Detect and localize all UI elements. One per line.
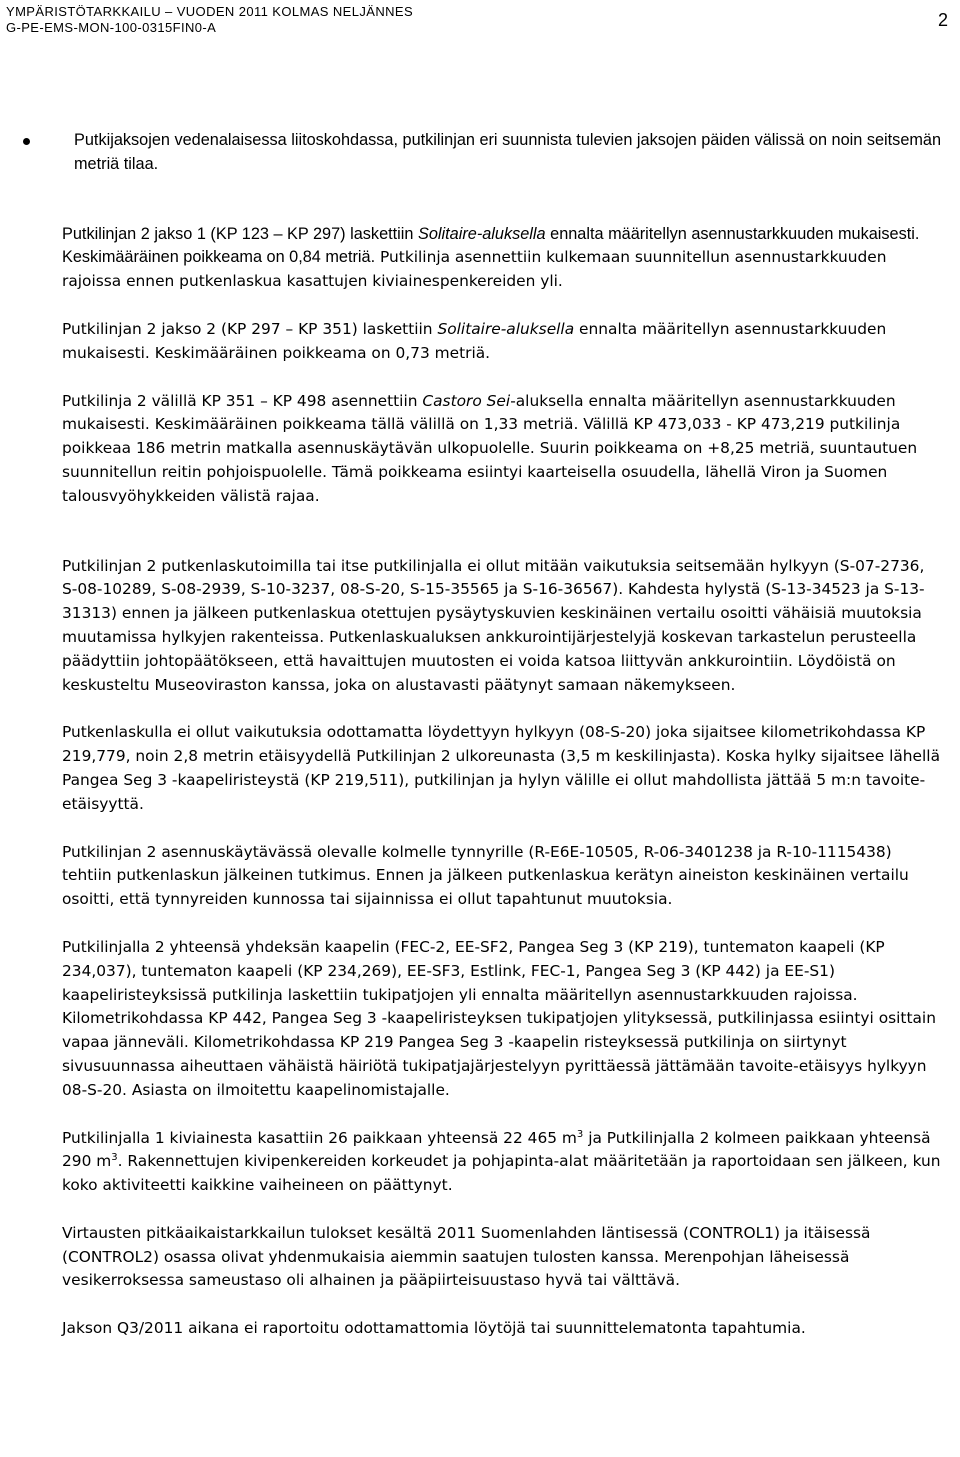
paragraph-unexpected-findings: Jakson Q3/2011 aikana ei raportoitu odottamattomia löytöjä tai suunnittelematonta tapahtumia. [62,1319,806,1338]
document-body [62,129,944,1365]
p2-text-a: Putkilinjan 2 jakso 2 (KP 297 – KP 351) laskettiin [62,319,438,338]
p8-text-a: Putkilinjalla 1 kiviainesta kasattiin 26 paikkaan yhteensä 22 465 m [62,1128,577,1147]
paragraph-cable-crossings: Putkilinjalla 2 yhteensä yhdeksän kaapelin (FEC-2, EE-SF2, Pangea Seg 3 (KP 219), tuntematon kaapeli (KP 234,037), tuntematon kaapeli (KP 234,269), EE-SF3, Estlink, FEC-1, Pangea Seg 3 (KP 442) ja EE-S1) kaapeliristeyksissä putkilinja laskettiin tukipatjojen yli ennalta määritellyn asennustarkkuuden rajoissa. Kilometrikohdassa KP 442, Pangea Seg 3 -kaapeliristeyksen tukipatjojen ylityksessä, putkilinjassa esiintyi osittain vapaa jänneväli. Kilometrikohdassa KP 219 Pangea Seg 3 -kaapelin risteyksessä putkilinja on siirtynyt sivusuunnassa aiheuttaen vähäistä häiriötä tukipatjajärjestelyyn pyrittäessä jättämään tavoite-etäisyys hylkyyn 08-S-20. Asiasta on ilmoitettu kaapelinomistajalle. [62,937,936,1099]
p1-text-a: Putkilinjan 2 jakso 1 (KP 123 – KP 297) laskettiin [62,224,418,243]
page-number: 2 [937,10,948,30]
p1-text-c: Putkilinja asennettiin kulkemaan suunnitellun asennustarkkuuden rajoissa ennen putkenlaskua kasattujen kiviainespenkereiden yli. [62,248,887,291]
p2-text-b: ennalta määritellyn asennustarkkuuden mukaisesti. Keskimääräinen poikkeama on 0,73 metriä. [62,319,887,362]
paragraph-rock-placement [62,1127,944,1198]
p8-text-b: ja Putkilinjalla 2 kolmeen paikkaan yhteensä 290 m [62,1128,931,1171]
paragraph-currents-monitoring: Virtausten pitkäaikaistarkkailun tulokset kesältä 2011 Suomenlahden läntisessä (CONTROL1) ja itäisessä (CONTROL2) osassa olivat yhdenmukaisia aiemmin saatujen tulosten kanssa. Merenpohjan läheisessä vesikerroksessa sameustaso oli alhainen ja pääpiirteisuustaso hyvä tai välttävä. [62,1223,871,1290]
header-title: YMPÄRISTÖTARKKAILU – VUODEN 2011 KOLMAS NELJÄNNES [6,4,414,19]
p8-superscript-2: 3 [111,1152,118,1164]
paragraph-pipeline2-castoro [62,390,944,509]
p8-superscript-1: 3 [576,1128,584,1140]
p8-text-c: . Rakennettujen kivipenkereiden korkeudet ja pohjapinta-alat määritetään ja raportoidaan sen jälkeen, kun koko aktiviteetti kaikkine vaiheineen on päättynyt. [62,1152,941,1195]
p1-vessel-name: Solitaire-aluksella [418,224,546,243]
paragraph-wrecks: Putkilinjan 2 putkenlaskutoimilla tai itse putkilinjalla ei ollut mitään vaikutuksia seitsemään hylkyyn (S-07-2736, S-08-10289, S-08-2939, S-10-3237, 08-S-20, S-15-35565 ja S-16-36567). Kahdesta hylystä (S-13-34523 ja S-13-31313) ennen ja jälkeen putkenlaskua otettujen pysäytyskuvien keskinäinen vertailu osoitti vähäisiä muutoksia muutamissa hylkyjen rakenteissa. Putkenlaskualuksen ankkurointijärjestelyjä koskevan tarkastelun perusteella päädyttiin johtopäätökseen, että havaittujen muutosten ei voida katsoa liittyvän ankkurointiin. Löydöistä on keskusteltu Museoviraston kanssa, joka on alustavasti päätynyt samaan näkemykseen. [62,556,925,694]
paragraph-pipeline2-section2 [62,318,944,366]
bullet-item: Putkijaksojen vedenalaisessa liitoskohdassa, putkilinjan eri suunnista tulevien jaksojen päiden välissä on noin seitsemän metriä tilaa. [62,129,944,177]
p2-vessel-name: Solitaire-aluksella [437,319,575,338]
p3-vessel-name: Castoro Sei [422,391,511,410]
p1-text-b: ennalta määritellyn asennustarkkuuden mukaisesti. Keskimääräinen poikkeama on 0,84 metriä. [62,224,920,267]
document-header [6,4,413,36]
paragraph-wreck-08-S-20: Putkenlaskulla ei ollut vaikutuksia odottamatta löydettyyn hylkyyn (08-S-20) joka sijaitsee kilometrikohdassa KP 219,779, noin 2,8 metrin etäisyydellä Putkilinjan 2 ulkoreunasta (3,5 m keskilinjasta). Koska hylky sijaitsee lähellä Pangea Seg 3 -kaapeliristeystä (KP 219,511), putkilinjan ja hylyn välille ei ollut mahdollista jättää 5 m:n tavoite-etäisyyttä. [62,723,941,813]
document-code: G-PE-EMS-MON-100-0315FIN0-A [6,20,217,35]
paragraph-barrels: Putkilinjan 2 asennuskäytävässä olevalle kolmelle tynnyrille (R-E6E-10505, R-06-3401238 ja R-10-1115438) tehtiin putkenlaskun jälkeinen tutkimus. Ennen ja jälkeen putkenlaskua kerätyn aineiston keskinäinen vertailu osoitti, että tynnyreiden kunnossa tai sijainnissa ei ollut tapahtunut muutoksia. [62,842,909,909]
p3-text-a: Putkilinja 2 välillä KP 351 – KP 498 asennettiin [62,391,423,410]
p3-text-b: -aluksella ennalta määritellyn asennustarkkuuden mukaisesti. Keskimääräinen poikkeama tällä välillä on 1,33 metriä. Välillä KP 473,033 - KP 473,219 putkilinja poikkeaa 186 metrin matkalla asennuskäytävän ulkopuolelle. Suurin poikkeama on +8,25 metriä, suuntautuen suunnitellun reitin pohjoispuolelle. Tämä poikkeama esiintyi kaarteisella osuudella, lähellä Viron ja Suomen talousvyöhykkeiden välistä rajaa. [62,391,918,505]
paragraph-pipeline2-section1 [62,223,944,294]
